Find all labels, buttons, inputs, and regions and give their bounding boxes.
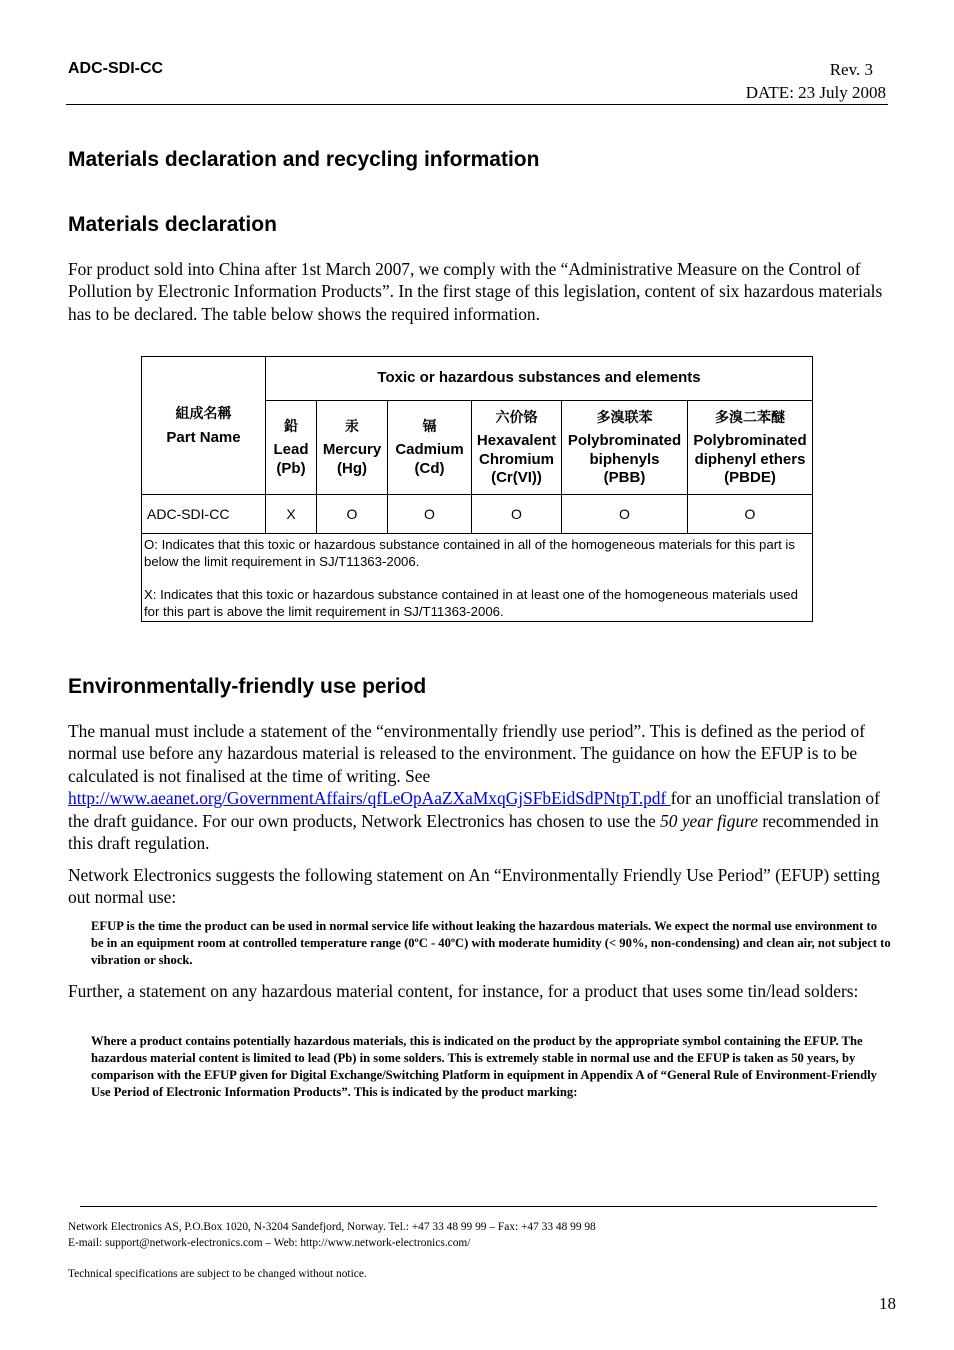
column-header-lead (266, 401, 317, 495)
guidance-link[interactable]: http://www.aeanet.org/GovernmentAffairs/qfLeOpAaZXaMxqGjSFbEidSdPNtpT.pdf (68, 788, 671, 809)
efup-paragraph (68, 720, 898, 854)
section-heading-materials-recycling: Materials declaration and recycling information (68, 148, 540, 171)
column-cjk: 多溴二苯醚 (715, 408, 785, 425)
hazardous-substances-table (141, 356, 813, 622)
cell-hexavalent-chromium: O (472, 495, 562, 534)
column-header-hexavalent-chromium (472, 401, 562, 495)
cell-lead: X (266, 495, 317, 534)
legend-x: X: Indicates that this toxic or hazardous substance contained in at least one of the homogeneous materials used for this part is above the limit requirement in SJ/T11363-2006. (144, 587, 798, 619)
cell-mercury: O (317, 495, 388, 534)
document-id: ADC-SDI-CC (68, 60, 164, 77)
revision-label: Rev. 3 (829, 60, 873, 79)
column-label: (PBB) (603, 469, 646, 486)
column-cjk: 六价铬 (495, 408, 538, 425)
column-cjk: 汞 (345, 417, 359, 434)
page-number: 18 (879, 1294, 896, 1313)
column-label: Hexavalent (476, 432, 557, 449)
substances-group-header: Toxic or hazardous substances and elements (266, 357, 813, 401)
footer-notice: Technical specifications are subject to be changed without notice. (68, 1268, 367, 1280)
document-date: DATE: 23 July 2008 (745, 83, 886, 102)
section-heading-efup: Environmentally-friendly use period (68, 675, 427, 698)
column-label: Polybrominated (693, 432, 807, 449)
column-cjk: 多溴联苯 (596, 408, 653, 425)
column-label: Cadmium (395, 441, 464, 459)
table-row (142, 495, 813, 534)
column-label: Chromium (479, 450, 554, 468)
column-label: biphenyls (589, 450, 660, 468)
efup-text-b: for an unofficial translation of the draft guidance. For our own products, Network Electronics has chosen to use the (68, 788, 880, 831)
column-label: (Cr(VI)) (491, 469, 542, 486)
row-part-name: ADC-SDI-CC (142, 495, 266, 534)
further-paragraph: Further, a statement on any hazardous material content, for instance, for a product that uses some tin/lead solders: (68, 981, 859, 1001)
column-label: Polybrominated (567, 432, 682, 449)
column-label: (Pb) (276, 459, 306, 477)
cell-cadmium: O (388, 495, 472, 534)
part-name-cjk: 組成名稱 (175, 405, 232, 421)
suggestion-paragraph: Network Electronics suggests the following statement on An “Environmentally Friendly Use Period” (EFUP) setting out normal use: (68, 865, 880, 908)
cell-pbb: O (562, 495, 688, 534)
cell-pbde: O (688, 495, 813, 534)
column-cjk: 鉛 (284, 417, 298, 434)
efup-statement: EFUP is the time the product can be used in normal service life without leaking the hazardous materials. We expect the normal use environment to be in an equipment room at controlled temperature range (0ºC - 40ºC) with moderate humidity (< 90%, non-condensing) and clean air, not subject to vibration or shock. (91, 919, 891, 967)
column-cjk: 镉 (422, 417, 437, 434)
part-name-header (142, 357, 266, 495)
column-label: (Hg) (337, 459, 367, 477)
intro-paragraph: For product sold into China after 1st March 2007, we comply with the “Administrative Measure on the Control of Pollution by Electronic Information Products”. In the first stage of this legislation, content of six hazardous materials has to be declared. The table below shows the required information. (68, 259, 883, 324)
column-label: (PBDE) (724, 469, 776, 486)
column-header-pbb (562, 401, 688, 495)
column-header-mercury (317, 401, 388, 495)
hazard-statement: Where a product contains potentially hazardous materials, this is indicated on the product by the appropriate symbol containing the EFUP. The hazardous material content is limited to lead (Pb) in some solders. This is extremely stable in normal use and the EFUP is taken as 50 years, by comparison with the EFUP given for Digital Exchange/Switching Platform in equipment in Appendix A of “General Rule of Environment-Friendly Use Period of Electronic Information Products”. This is indicated by the product marking: (91, 1034, 877, 1099)
column-label: Lead (273, 441, 309, 459)
footer-contact: E-mail: support@network-electronics.com – Web: http://www.network-electronics.com/ (68, 1237, 471, 1249)
section-heading-materials-declaration: Materials declaration (68, 213, 277, 236)
column-header-pbde (688, 401, 813, 495)
column-label: Mercury (322, 441, 382, 459)
efup-italic: 50 year figure (660, 810, 758, 831)
legend-spacer (144, 570, 810, 586)
footer-address: Network Electronics AS, P.O.Box 1020, N-3204 Sandefjord, Norway. Tel.: +47 33 48 99 99 – Fax: +47 33 48 99 98 (68, 1221, 596, 1233)
column-label: (Cd) (414, 459, 445, 477)
part-name-label: Part Name (166, 428, 241, 446)
table-legend (142, 534, 813, 622)
efup-text-a: The manual must include a statement of the “environmentally friendly use period”. This is defined as the period of normal use before any hazardous material is released to the environment. The guidance on how the EFUP is to be calculated is not finalised at the time of writing. See (68, 721, 865, 786)
footer-rule (80, 1206, 877, 1207)
column-label: diphenyl ethers (694, 450, 806, 468)
legend-o: O: Indicates that this toxic or hazardous substance contained in all of the homogeneous materials for this part is below the limit requirement in SJ/T11363-2006. (144, 537, 795, 569)
header-rule (66, 104, 888, 105)
column-header-cadmium (388, 401, 472, 495)
efup-text-c: recommended in this draft regulation. (68, 810, 879, 854)
